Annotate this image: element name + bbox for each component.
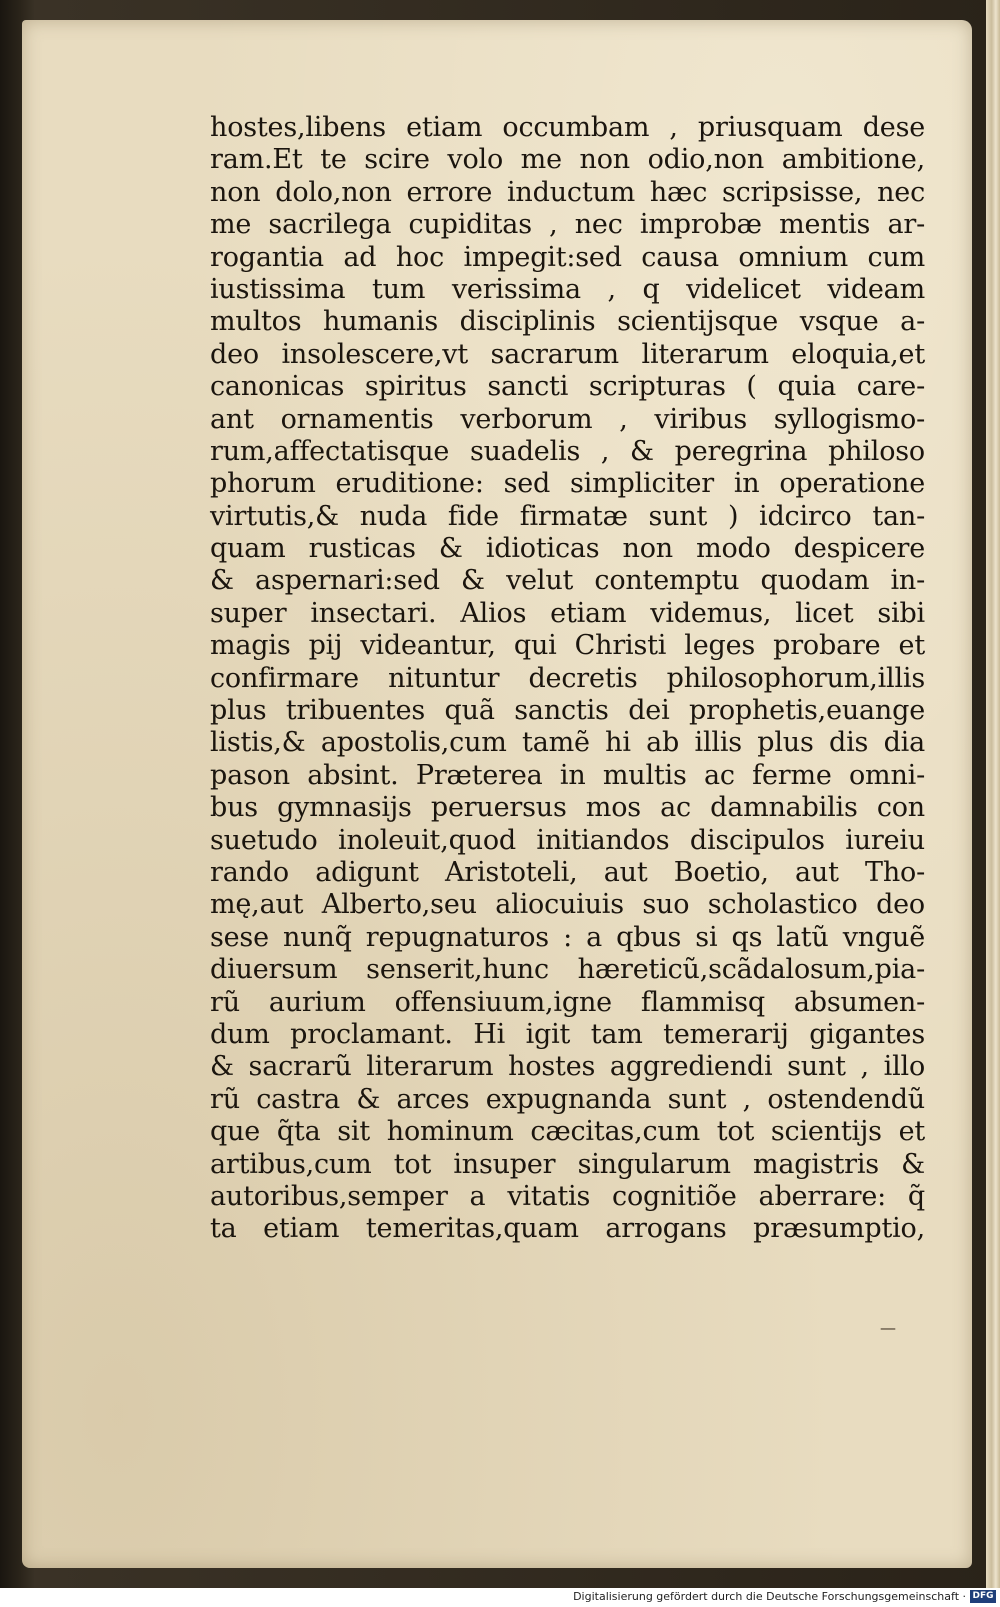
text-line: rũ aurium offensiuum,igne flammisq absumen- — [210, 986, 925, 1018]
text-line: & aspernari:sed & velut contemptu quodam in- — [210, 565, 925, 597]
text-line: rum,affectatisque suadelis , & peregrina philoso — [210, 435, 925, 467]
text-line: suetudo inoleuit,quod initiandos discipulos iureiu — [210, 824, 925, 856]
text-line: super insectari. Alios etiam videmus, licet sibi — [210, 597, 925, 629]
text-line: bus gymnasijs peruersus mos ac damnabilis con — [210, 792, 925, 824]
text-line: multos humanis disciplinis scientijsque vsque a- — [210, 306, 925, 338]
footer-bar — [0, 1588, 1000, 1607]
text-line: hostes,libens etiam occumbam , priusquam dese — [210, 112, 925, 143]
page-edges — [986, 0, 1000, 1588]
text-line: iustissima tum verissima , q videlicet videam — [210, 273, 925, 305]
text-line: ant ornamentis verborum , viribus syllogismo- — [210, 403, 925, 435]
text-line: & sacrarũ literarum hostes aggrediendi sunt , illo — [210, 1051, 925, 1083]
dfg-logo: DFG — [970, 1590, 996, 1603]
text-line: deo insolescere,vt sacrarum literarum eloquia,et — [210, 338, 925, 370]
catchword: — — [880, 1318, 896, 1337]
text-line: canonicas spiritus sancti scripturas ( quia care- — [210, 371, 925, 403]
text-line: listis,& apostolis,cum tamẽ hi ab illis plus dis dia — [210, 727, 925, 759]
text-line: pason absint. Præterea in multis ac ferme omni- — [210, 759, 925, 791]
body-text — [210, 112, 925, 1246]
text-line: autoribus,semper a vitatis cognitiõe aberrare: q̃ — [210, 1180, 925, 1212]
text-line: rũ castra & arces expugnanda sunt , ostendendũ — [210, 1083, 925, 1115]
text-line: que q̃ta sit hominum cæcitas,cum tot scientijs et — [210, 1116, 925, 1148]
text-line: plus tribuentes quã sanctis dei prophetis,euange — [210, 695, 925, 727]
text-line: non dolo,non errore inductum hæc scripsisse, nec — [210, 176, 925, 208]
text-line: mę,aut Alberto,seu aliocuiuis suo scholastico deo — [210, 889, 925, 921]
text-line: dum proclamant. Hi igit tam temerarij gigantes — [210, 1018, 925, 1050]
footer-credit: Digitalisierung gefördert durch die Deutsche Forschungsgemeinschaft · — [573, 1590, 966, 1603]
text-line: ram.Et te scire volo me non odio,non ambitione, — [210, 144, 925, 176]
text-line: magis pij videantur, qui Christi leges probare et — [210, 630, 925, 662]
text-line: quam rusticas & idioticas non modo despicere — [210, 533, 925, 565]
text-line: virtutis,& nuda fide firmatæ sunt ) idcirco tan- — [210, 500, 925, 532]
text-line: me sacrilega cupiditas , nec improbæ mentis ar- — [210, 209, 925, 241]
text-line: diuersum senserit,hunc hæreticũ,scãdalosum,pia- — [210, 954, 925, 986]
text-line: sese nunq̃ repugnaturos : a qbus si qs latũ vnguẽ — [210, 921, 925, 953]
text-line: rando adigunt Aristoteli, aut Boetio, aut Tho- — [210, 856, 925, 888]
text-line: ta etiam temeritas,quam arrogans præsumptio, — [210, 1213, 925, 1245]
text-line: phorum eruditione: sed simpliciter in operatione — [210, 468, 925, 500]
text-line: artibus,cum tot insuper singularum magistris & — [210, 1148, 925, 1180]
text-line: rogantia ad hoc impegit:sed causa omnium cum — [210, 241, 925, 273]
text-line: confirmare nituntur decretis philosophorum,illis — [210, 662, 925, 694]
